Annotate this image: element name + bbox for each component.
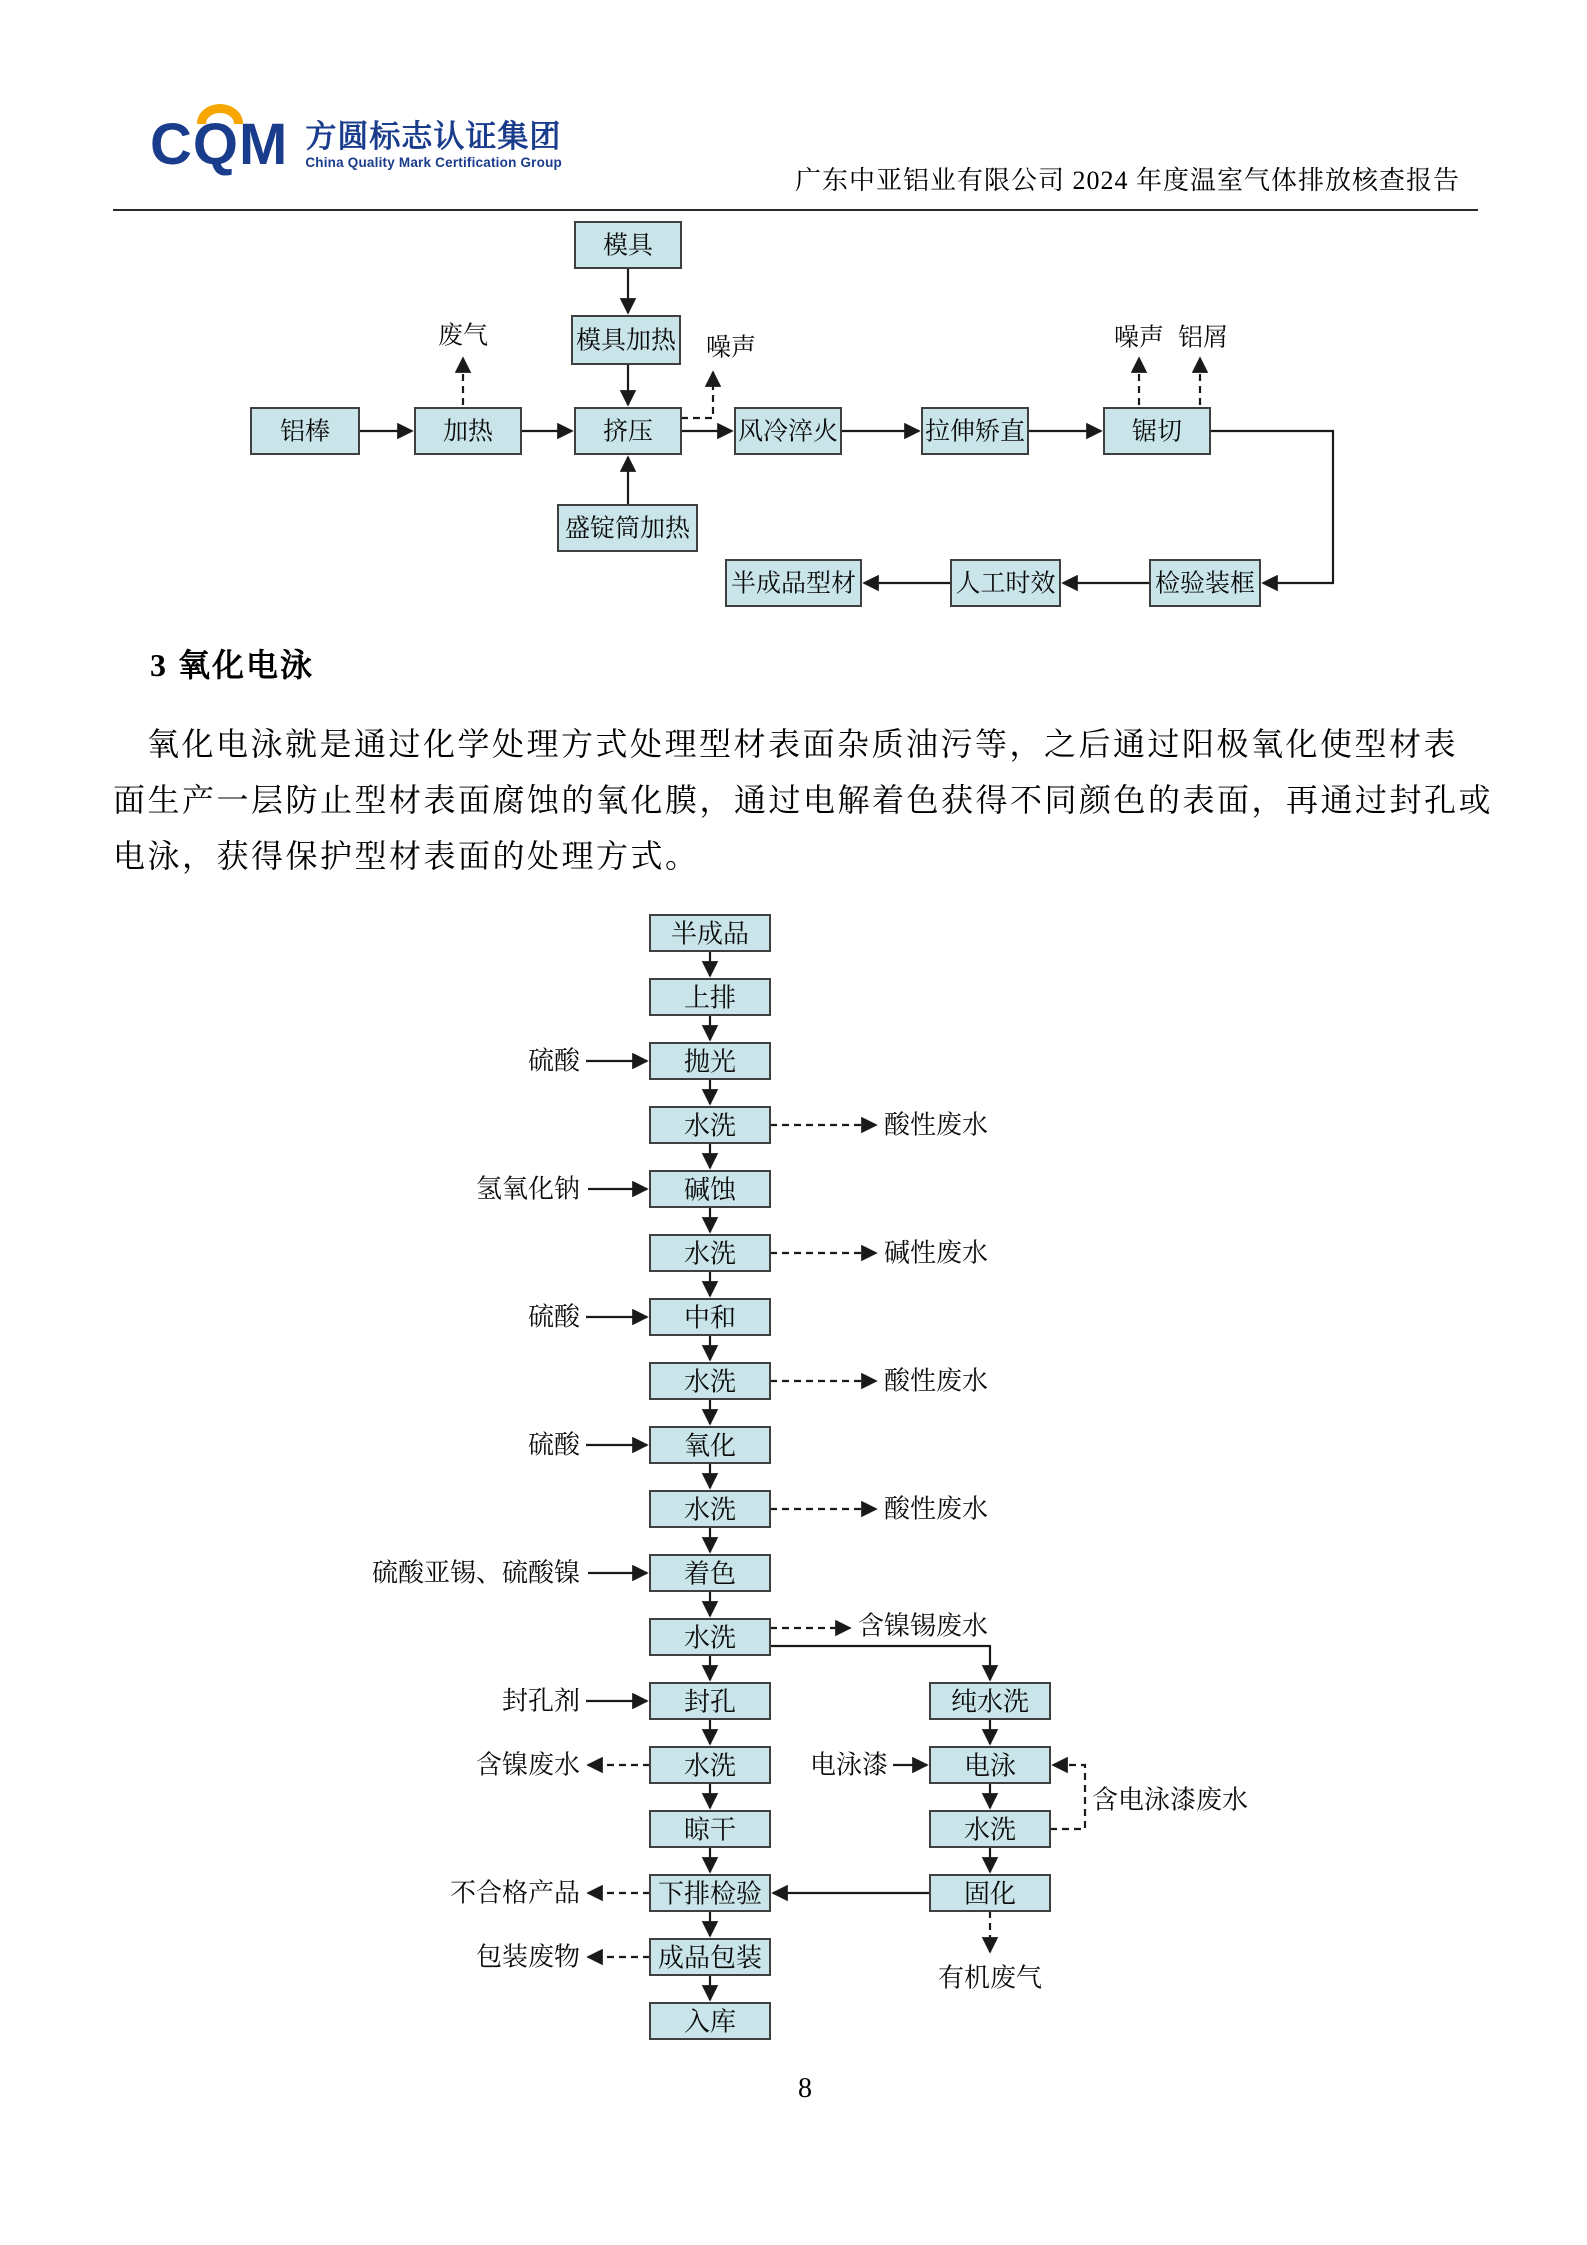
oxidation-electrophoresis-process-node-label-polishing: 抛光 <box>683 1047 737 1077</box>
extrusion-process-node-label-mould: 模具 <box>602 232 654 260</box>
oxidation-electrophoresis-process-node-label-rinse-7: 水洗 <box>963 1815 1017 1845</box>
oxidation-electrophoresis-process-node-label-pure-water-rinse: 纯水洗 <box>950 1687 1030 1717</box>
oxidation-electrophoresis-process-edge-35 <box>1050 1765 1085 1829</box>
oxidation-electrophoresis-process-node-label-neutralization: 中和 <box>683 1303 737 1333</box>
oxidation-electrophoresis-process-label-alkali-wastewater: 碱性废水 <box>884 1238 989 1268</box>
oxidation-electrophoresis-process-label-edp-paint: 电泳漆 <box>809 1750 888 1780</box>
cqm-logo-name-en: China Quality Mark Certification Group <box>305 154 562 170</box>
oxidation-electrophoresis-process-node-label-air-drying: 晾干 <box>683 1815 737 1845</box>
document-title: 广东中亚铝业有限公司 2024 年度温室气体排放核查报告 <box>794 166 1460 195</box>
extrusion-process-node-label-ingot-heating: 盛锭筒加热 <box>564 515 691 543</box>
oxidation-electrophoresis-process-node-label-rack-down-inspect: 下排检验 <box>657 1879 763 1909</box>
oxidation-electrophoresis-process-node-label-oxidation: 氧化 <box>683 1431 737 1461</box>
oxidation-electrophoresis-process-node-label-rinse-4: 水洗 <box>683 1495 737 1525</box>
extrusion-process-node-label-extrusion: 挤压 <box>602 418 654 446</box>
oxidation-electrophoresis-process-node-label-coloring: 着色 <box>683 1559 737 1589</box>
oxidation-electrophoresis-process-label-acid-wastewater-3: 酸性废水 <box>884 1494 989 1524</box>
oxidation-electrophoresis-process-node-label-rinse-6: 水洗 <box>683 1751 737 1781</box>
oxidation-electrophoresis-process-node-label-curing: 固化 <box>963 1879 1017 1909</box>
extrusion-process-label-noise-extrude: 噪声 <box>705 334 757 362</box>
oxidation-electrophoresis-process-node-label-warehousing: 入库 <box>683 2007 737 2037</box>
extrusion-process-node-label-straightening: 拉伸矫直 <box>924 418 1026 446</box>
paragraph-line: 电泳，获得保护型材表面的处理方式。 <box>113 838 700 874</box>
oxidation-electrophoresis-process-label-organic-waste-gas: 有机废气 <box>937 1963 1043 1993</box>
oxidation-electrophoresis-process-node-label-rinse-1: 水洗 <box>683 1111 737 1141</box>
oxidation-electrophoresis-process-node-label-rinse-2: 水洗 <box>683 1239 737 1269</box>
extrusion-process-node-label-air-quench: 风冷淬火 <box>737 418 839 446</box>
oxidation-electrophoresis-process-node-label-alkali-etching: 碱蚀 <box>683 1175 737 1205</box>
oxidation-electrophoresis-process-node-label-packing: 成品包装 <box>657 1943 763 1973</box>
oxidation-electrophoresis-process-label-sulfuric-acid-1: 硫酸 <box>527 1046 580 1076</box>
extrusion-process-node-label-semi-profile: 半成品型材 <box>730 570 857 598</box>
extrusion-process-node-label-heating: 加热 <box>442 418 494 446</box>
oxidation-electrophoresis-process-label-nickel-wastewater: 含镍废水 <box>475 1750 580 1780</box>
oxidation-electrophoresis-process-node-label-rinse-3: 水洗 <box>683 1367 737 1397</box>
oxidation-electrophoresis-process <box>372 915 1248 2039</box>
oxidation-electrophoresis-process-label-nickel-tin-wastewater: 含镍锡废水 <box>858 1611 989 1641</box>
cqm-logo-name-cn: 方圆标志认证集团 <box>305 118 562 154</box>
oxidation-electrophoresis-process-edge-29 <box>770 1646 990 1680</box>
cqm-logo-text: CQM <box>150 112 289 177</box>
oxidation-electrophoresis-process-label-sulfuric-acid-3: 硫酸 <box>527 1430 580 1460</box>
section-paragraph <box>113 716 1513 884</box>
oxidation-electrophoresis-process-label-sulfuric-acid-2: 硫酸 <box>527 1302 580 1332</box>
section-heading: 3 氧化电泳 <box>150 647 315 683</box>
oxidation-electrophoresis-process-label-rejected-product: 不合格产品 <box>449 1878 580 1908</box>
oxidation-electrophoresis-process-label-tin-nickel-sulfate: 硫酸亚锡、硫酸镍 <box>371 1558 580 1588</box>
page-number: 8 <box>798 2073 812 2104</box>
oxidation-electrophoresis-process-node-label-sealing: 封孔 <box>683 1687 737 1717</box>
oxidation-electrophoresis-process-label-acid-wastewater-1: 酸性废水 <box>884 1110 989 1140</box>
extrusion-process-node-label-inspect-frame: 检验装框 <box>1154 570 1256 598</box>
extrusion-process <box>251 222 1333 606</box>
oxidation-electrophoresis-process-label-packing-waste: 包装废物 <box>475 1942 580 1972</box>
extrusion-process-node-label-manual-aging: 人工时效 <box>955 570 1056 598</box>
oxidation-electrophoresis-process-node-label-rinse-5: 水洗 <box>683 1623 737 1653</box>
oxidation-electrophoresis-process-node-label-electrophoresis: 电泳 <box>963 1751 1017 1781</box>
extrusion-process-label-waste-gas: 废气 <box>437 322 489 350</box>
extrusion-process-label-noise-sawing: 噪声 <box>1113 324 1165 352</box>
oxidation-electrophoresis-process-node-label-semi-product: 半成品 <box>670 919 750 949</box>
oxidation-electrophoresis-process-label-edp-paint-wastewater: 含电泳漆废水 <box>1092 1785 1249 1815</box>
extrusion-process-edge-12 <box>681 372 713 418</box>
paragraph-line: 面生产一层防止型材表面腐蚀的氧化膜，通过电解着色获得不同颜色的表面，再通过封孔或 <box>113 782 1494 818</box>
extrusion-process-node-label-sawing: 锯切 <box>1131 418 1183 446</box>
extrusion-process-label-aluminum-scrap: 铝屑 <box>1177 324 1229 352</box>
extrusion-process-node-label-mould-heating: 模具加热 <box>575 327 677 355</box>
oxidation-electrophoresis-process-label-sealant: 封孔剂 <box>501 1686 580 1716</box>
extrusion-process-node-label-aluminum-bar: 铝棒 <box>279 418 331 446</box>
oxidation-electrophoresis-process-label-acid-wastewater-2: 酸性废水 <box>884 1366 989 1396</box>
paragraph-line: 氧化电泳就是通过化学处理方式处理型材表面杂质油污等，之后通过阳极氧化使型材表 <box>147 726 1459 762</box>
oxidation-electrophoresis-process-node-label-rack-up: 上排 <box>683 983 737 1013</box>
oxidation-electrophoresis-process-label-sodium-hydroxide: 氢氧化钠 <box>475 1174 580 1204</box>
